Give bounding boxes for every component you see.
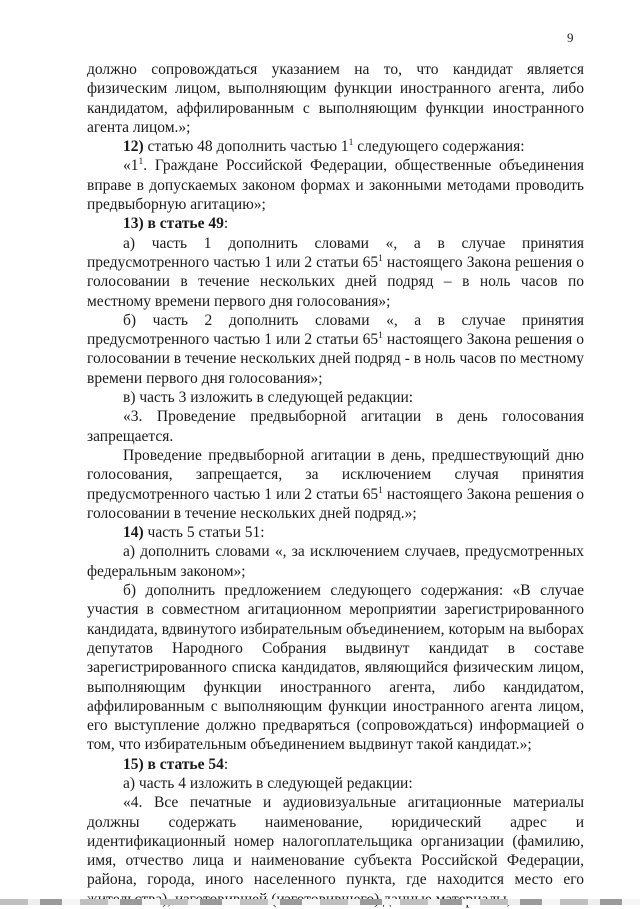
item-13-a: а) часть 1 дополнить словами «, а в случае принятия предусмотренного частью 1 или 2 статьи $65^1$ настоящего Закона решения о голосовании в течение нескольких дней подряд – в ноль часов по местному времени первого дня голосования»; [87,234,584,310]
item-15-a: а) часть 4 изложить в следующей редакции: [123,774,413,792]
article-54-part-4-text: «4. Все печатные и аудиовизуальные агитационные материалы должны содержать наименование, юридический адрес и идентификационный номер налогоплательщика организации (фамилию, имя, отчество лица и наименование субъекта Российской Федерации, района, города, иного населенного пункта, где находится место его [87,794,584,889]
item-15-heading: 15) в статье 54: [123,755,229,773]
page-number: 9 [567,30,574,45]
document-body [87,60,584,909]
item-14-heading: 14) часть 5 статьи 51: [123,524,265,542]
article-49-part-3-continuation: Проведение предвыборной агитации в день, предшествующий дню голосования, запрещается, за исключением случая принятия предусмотренного частью 1 или 2 статьи $65^1$ настоящего Закона решения о голосовании в течение нескольких дней подряд.»; [87,446,584,522]
paragraph-continuation: должно сопровождаться указанием на то, что кандидат является физическим лицом, выполняющим функции иностранного агента, либо кандидатом, аффилированным с выполняющим функции иностранного агента лицом.»; [87,61,584,136]
item-14-a: а) дополнить словами «, за исключением случаев, предусмотренных федеральным законом»; [87,543,584,580]
scan-bottom-edge [0,899,640,905]
item-12: 12) статью 48 дополнить частью $1^1$ следующего содержания: [123,138,525,156]
article-49-part-3-text: «3. Проведение предвыборной агитации в день голосования запрещается. [87,408,584,445]
item-13-v: в) часть 3 изложить в следующей редакции: [123,389,414,407]
item-13-heading: 13) в статье 49: [123,215,229,233]
item-12-number: 12) [123,138,144,156]
article-48-part-1-1-text: «$1^1$. Граждане Российской Федерации, общественные объединения вправе в допускаемых законом формах и законными методами проводить предвыборную агитацию»; [87,157,584,214]
item-14-b: б) дополнить предложением следующего содержания: «В случае участия в совместном агитационном мероприятии зарегистрированного кандидата, вдвинутого избирательным объединением, которым на выборах депутатов Народного Собрания выдвинут кандидат в составе зарегистрированного списка кандидатов, являющийся физическим лицом, выполняющим функции иностранного агента, либо кандидатом, аффилированным с выполняющим функции иностранного агента лицом, его выступление должно предваряться (сопровождаться) информацией о том, что избирательным объединением выдвинут такой кандидат.»; [87,582,584,754]
item-13-b: б) часть 2 дополнить словами «, а в случае принятия предусмотренного частью 1 или 2 статьи $65^1$ настоящего Закона решения о голосовании в течение нескольких дней подряд - в ноль часов по местному времени первого дня голосования»; [87,311,584,387]
